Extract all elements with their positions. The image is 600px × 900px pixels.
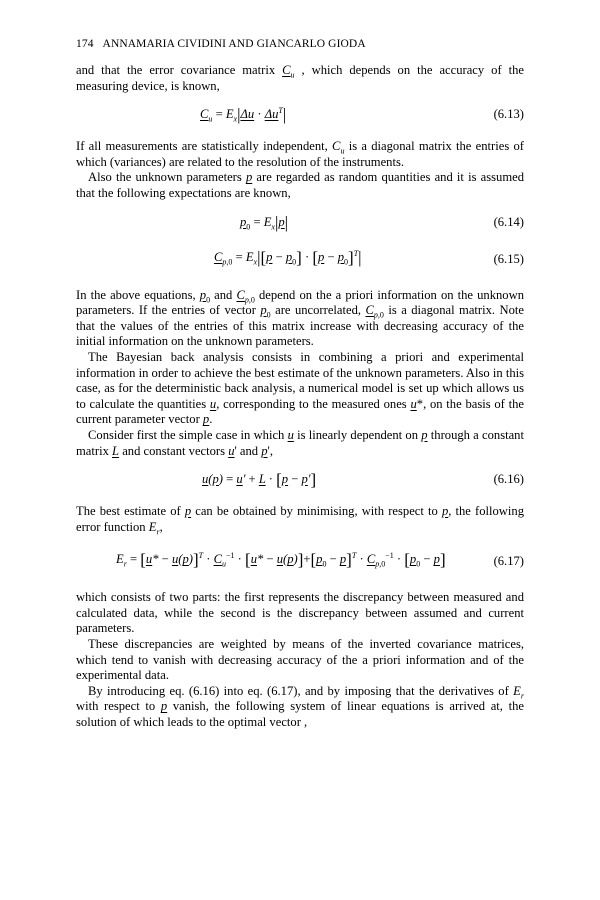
page <box>76 38 524 731</box>
page-number: 174 <box>76 38 94 50</box>
paragraph: These discrepancies are weighted by means of the inverted covariance matrices, which tend to vanish with decreasing accuracy of the a priori information and of the experimental data. <box>76 637 524 683</box>
equation-6-16: u(p) = u' + L · [p − p'] (6.16) <box>202 470 524 490</box>
equation-number: (6.16) <box>493 472 524 487</box>
equation-6-13: $C_u = E_x|\Delta u \cdot \Delta u^T|$ (6.13) <box>200 105 524 125</box>
equation-number: (6.15) <box>493 251 524 266</box>
paragraph: If all measurements are statistically independent, $C_u$ is a diagonal matrix the entries of which (variances) are related to the resolution of the instruments. <box>76 139 524 169</box>
running-header <box>76 38 524 50</box>
equation-6-14: $p_0 = E_x|p|$ (6.14) <box>240 212 524 232</box>
equation-6-15: $C_{p,0} = E_x|[p - p_0] \cdot [p - p_0]^T|$ (6.15) <box>214 247 524 267</box>
equation-number: (6.17) <box>493 554 524 569</box>
paragraph: In the above equations, $p_0$ and $C_{p,0}$ depend on the a priori information on the unknown parameters. If the entries of vector $p_0$ are uncorrelated, $C_{p,0}$ is a diagonal matrix. Note that the values of the entries of this matrix increase with decreasing accuracy of the initial information on the unknown parameters. <box>76 287 524 349</box>
running-header-authors: ANNAMARIA CIVIDINI AND GIANCARLO GIODA <box>102 38 366 50</box>
equation-6-17: $E_r = [u* - u(p)]^T \cdot C_u^{-1} \cdot [u* - u(p)]+[p_0 - p]^T \cdot C_{p,0}^{-1} \cdot [p_0 - p]$ (6.17) <box>116 550 524 570</box>
body-text <box>76 63 524 731</box>
paragraph: The best estimate of p can be obtained by minimising, with respect to p, the following error function $E_r$, <box>76 504 524 537</box>
paragraph: The Bayesian back analysis consists in combining a priori and experimental information in order to achieve the best estimate of the unknown parameters. Also in this case, as for the deterministic back analysis, a numerical model is set up which allows us to calculate the quantities u, corresponding to the measured ones u*, on the basis of the current parameter vector p. <box>76 349 525 427</box>
paragraph: Also the unknown parameters p are regarded as random quantities and it is assumed that the following expectations are known, <box>76 170 524 200</box>
equation-number: (6.13) <box>493 107 524 122</box>
equation-number: (6.14) <box>493 214 524 229</box>
paragraph: which consists of two parts: the first represents the discrepancy between measured and calculated data, while the second is the discrepancy between assumed and current parameters. <box>76 590 524 636</box>
paragraph: Consider first the simple case in which u is linearly dependent on p through a constant matrix L and constant vectors u' and p', <box>76 427 524 458</box>
paragraph: By introducing eq. (6.16) into eq. (6.17), and by imposing that the derivatives of $E_r$ with respect to p vanish, the following system of linear equations is arrived at, the solution of which leads to the optimal vector , <box>76 683 524 730</box>
paragraph: and that the error covariance matrix $C_u$ , which depends on the accuracy of the measuring device, is known, <box>76 63 524 93</box>
